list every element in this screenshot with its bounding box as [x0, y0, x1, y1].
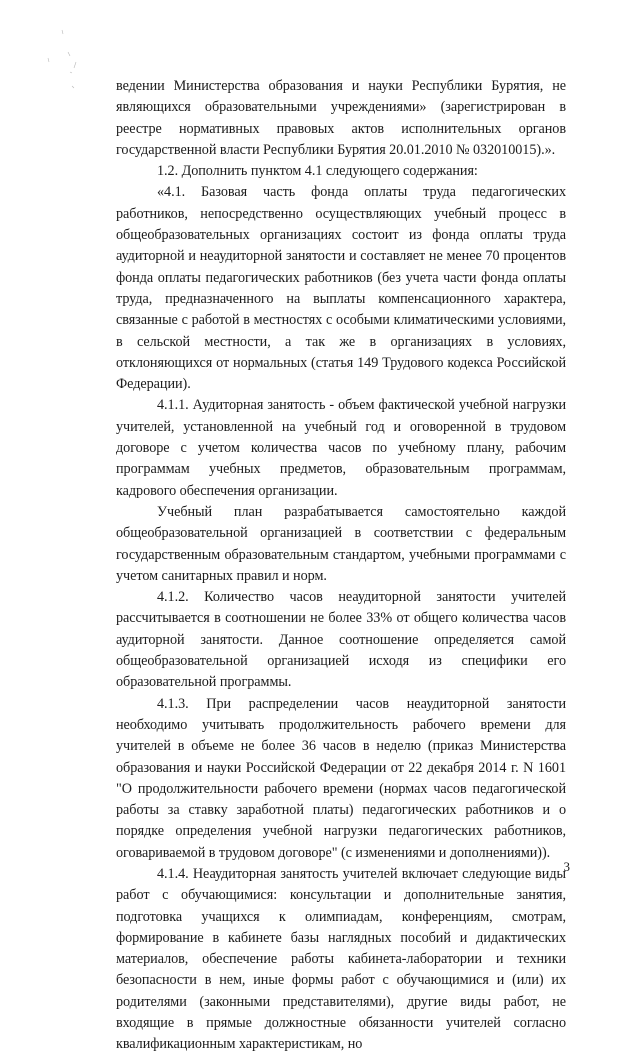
paragraph-curriculum: Учебный план разрабатывается самостоятельно каждой общеобразовательной организацией в соответствии с федеральным государственным образовательным стандартом, учебными программами с учетом санитарных правил и норм. — [116, 503, 566, 584]
paragraph-4-1: «4.1. Базовая часть фонда оплаты труда педагогических работников, непосредственно осуществляющих учебный процесс в общеобразовательных организациях состоит из фонда оплаты труда аудиторной и неаудиторной занятости и составляет не менее 70 процентов фонда оплаты педагогических работников (без учета части фонда оплаты труда, предназначенного на выплаты компенсационного характера, связанные с работой в местностях с особыми климатическими условиями, в сельской местности, а так же в организациях в условиях, отклоняющихся от нормальных (статья 149 Трудового кодекса Российской Федерации). — [116, 184, 566, 393]
paragraph-4-1-1: 4.1.1. Аудиторная занятость - объем фактической учебной нагрузки учителей, установленной на учебный год и оговоренной в трудовом договоре с учетом количества часов по учебному плану, рабочим программам учебных предметов, образовательным программам, кадрового обеспечения организации. — [116, 397, 566, 499]
paragraph-1-2: 1.2. Дополнить пунктом 4.1 следующего содержания: — [157, 163, 478, 180]
paragraph-4-1-2: 4.1.2. Количество часов неаудиторной занятости учителей рассчитывается в соотношении не более 33% от общего количества часов аудиторной занятости. Данное соотношение определяется самой общеобразовательной организацией исходя из специфики его образовательной программы. — [116, 589, 566, 691]
document-body — [116, 76, 566, 1056]
scan-artifact-marks — [40, 28, 100, 108]
paragraph-4-1-4: 4.1.4. Неаудиторная занятость учителей включает следующие виды работ с обучающимися: консультации и дополнительные занятия, подготовка учащихся к олимпиадам, конференциям, смотрам, формирование в кабинете базы наглядных пособий и дидактических материалов, обеспечение работы кабинета-лаборатории и техники безопасности в нем, иные формы работ с обучающимися и (или) их родителями (законными представителями), другие виды работ, не входящие в прямые должностные обязанности учителей согласно квалификационным характеристикам, но — [116, 865, 566, 1053]
paragraph-4-1-3: 4.1.3. При распределении часов неаудиторной занятости необходимо учитывать продолжительность рабочего времени для учителей в объеме не более 36 часов в неделю (приказ Министерства образования и науки Российской Федерации от 22 декабря 2014 г. N 1601 "О продолжительности рабочего времени (нормах часов педагогической работы за ставку заработной платы) педагогических работников и о порядке определения учебной нагрузки педагогических работников, оговариваемой в трудовом договоре" (с изменениями и дополнениями)). — [116, 695, 566, 861]
paragraph-continuation: ведении Министерства образования и науки Республики Бурятия, не являющихся образовательными учреждениями» (зарегистрирован в реестре нормативных правовых актов исполнительных органов государственной власти Республики Бурятия 20.01.2010 № 032010015).». — [116, 78, 566, 158]
page-number: 3 — [563, 859, 570, 874]
